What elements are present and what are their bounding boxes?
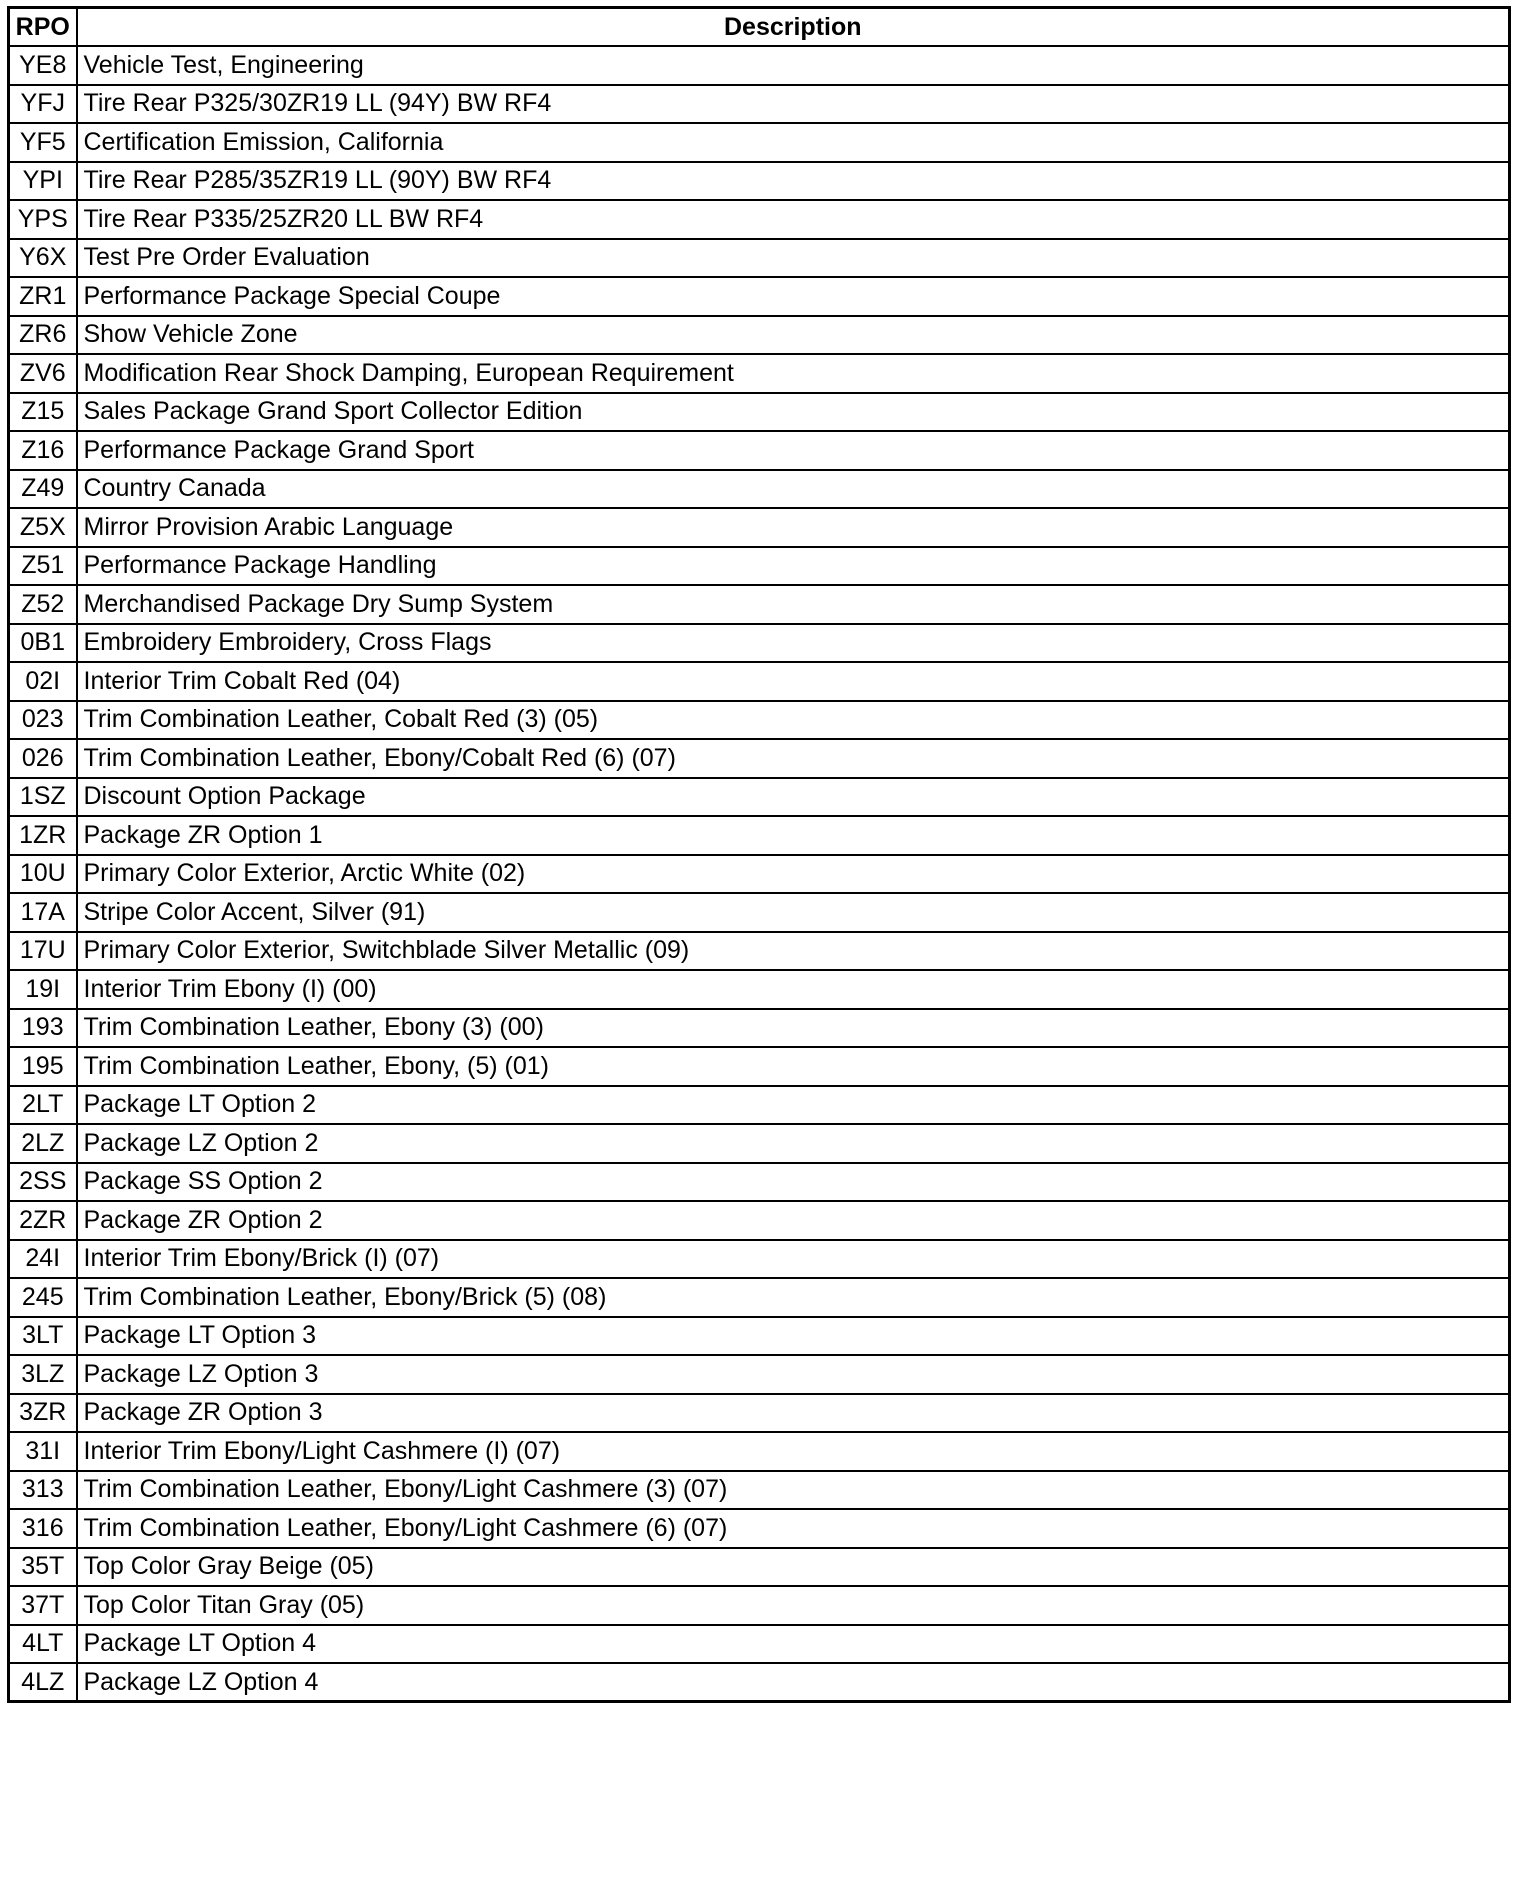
table-row: [9, 239, 1510, 278]
description-cell: Test Pre Order Evaluation: [77, 239, 1510, 278]
description-cell: Trim Combination Leather, Ebony (3) (00): [77, 1009, 1510, 1048]
rpo-code-cell: Z5X: [9, 508, 77, 547]
rpo-code-cell: 023: [9, 701, 77, 740]
table-row: [9, 277, 1510, 316]
rpo-code-cell: Z49: [9, 470, 77, 509]
description-cell: Discount Option Package: [77, 778, 1510, 817]
description-cell: Package ZR Option 3: [77, 1394, 1510, 1433]
table-row: [9, 739, 1510, 778]
rpo-code-cell: ZR6: [9, 316, 77, 355]
description-cell: Package ZR Option 2: [77, 1201, 1510, 1240]
rpo-code-cell: 3ZR: [9, 1394, 77, 1433]
rpo-code-cell: Z52: [9, 585, 77, 624]
table-row: [9, 354, 1510, 393]
rpo-code-cell: 316: [9, 1509, 77, 1548]
description-cell: Tire Rear P335/25ZR20 LL BW RF4: [77, 200, 1510, 239]
column-header-description: Description: [77, 8, 1510, 47]
table-row: [9, 1009, 1510, 1048]
table-row: [9, 816, 1510, 855]
description-cell: Performance Package Special Coupe: [77, 277, 1510, 316]
description-cell: Package SS Option 2: [77, 1163, 1510, 1202]
description-cell: Modification Rear Shock Damping, European Requirement: [77, 354, 1510, 393]
rpo-code-cell: YPS: [9, 200, 77, 239]
table-row: [9, 1663, 1510, 1702]
table-row: [9, 470, 1510, 509]
table-row: [9, 162, 1510, 201]
table-body: [9, 46, 1510, 1702]
table-row: [9, 1317, 1510, 1356]
rpo-code-cell: 2LZ: [9, 1124, 77, 1163]
description-cell: Country Canada: [77, 470, 1510, 509]
rpo-code-cell: 2SS: [9, 1163, 77, 1202]
rpo-code-cell: 2LT: [9, 1086, 77, 1125]
description-cell: Trim Combination Leather, Ebony, (5) (01): [77, 1047, 1510, 1086]
rpo-code-cell: 4LT: [9, 1625, 77, 1664]
rpo-code-cell: Z15: [9, 393, 77, 432]
table-row: [9, 508, 1510, 547]
table-header: [9, 8, 1510, 47]
table-row: [9, 547, 1510, 586]
column-header-rpo: RPO: [9, 8, 77, 47]
description-cell: Embroidery Embroidery, Cross Flags: [77, 624, 1510, 663]
description-cell: Top Color Gray Beige (05): [77, 1548, 1510, 1587]
description-cell: Package LZ Option 2: [77, 1124, 1510, 1163]
table-row: [9, 1163, 1510, 1202]
table-row: [9, 893, 1510, 932]
header-row: [9, 8, 1510, 47]
table-row: [9, 1625, 1510, 1664]
description-cell: Package LZ Option 3: [77, 1355, 1510, 1394]
rpo-code-cell: Y6X: [9, 239, 77, 278]
rpo-code-cell: 17A: [9, 893, 77, 932]
table-row: [9, 855, 1510, 894]
description-cell: Primary Color Exterior, Switchblade Silver Metallic (09): [77, 932, 1510, 971]
table-row: [9, 1355, 1510, 1394]
rpo-code-cell: 4LZ: [9, 1663, 77, 1702]
rpo-code-cell: 026: [9, 739, 77, 778]
rpo-code-cell: ZR1: [9, 277, 77, 316]
table-row: [9, 123, 1510, 162]
description-cell: Package LT Option 4: [77, 1625, 1510, 1664]
table-row: [9, 662, 1510, 701]
table-row: [9, 1201, 1510, 1240]
table-row: [9, 701, 1510, 740]
table-row: [9, 46, 1510, 85]
rpo-code-cell: 31I: [9, 1432, 77, 1471]
table-row: [9, 85, 1510, 124]
table-row: [9, 1509, 1510, 1548]
description-cell: Interior Trim Ebony/Brick (I) (07): [77, 1240, 1510, 1279]
rpo-code-cell: 245: [9, 1278, 77, 1317]
description-cell: Tire Rear P325/30ZR19 LL (94Y) BW RF4: [77, 85, 1510, 124]
rpo-code-cell: 193: [9, 1009, 77, 1048]
description-cell: Trim Combination Leather, Ebony/Light Cashmere (3) (07): [77, 1471, 1510, 1510]
rpo-code-cell: 0B1: [9, 624, 77, 663]
description-cell: Merchandised Package Dry Sump System: [77, 585, 1510, 624]
description-cell: Performance Package Grand Sport: [77, 431, 1510, 470]
rpo-code-cell: 19I: [9, 970, 77, 1009]
table-row: [9, 1432, 1510, 1471]
table-row: [9, 200, 1510, 239]
description-cell: Interior Trim Ebony (I) (00): [77, 970, 1510, 1009]
description-cell: Package LZ Option 4: [77, 1663, 1510, 1702]
rpo-code-cell: 37T: [9, 1586, 77, 1625]
description-cell: Show Vehicle Zone: [77, 316, 1510, 355]
table-row: [9, 431, 1510, 470]
rpo-code-cell: 35T: [9, 1548, 77, 1587]
table-row: [9, 1124, 1510, 1163]
table-row: [9, 1394, 1510, 1433]
rpo-code-cell: 3LT: [9, 1317, 77, 1356]
description-cell: Tire Rear P285/35ZR19 LL (90Y) BW RF4: [77, 162, 1510, 201]
description-cell: Certification Emission, California: [77, 123, 1510, 162]
rpo-code-cell: 195: [9, 1047, 77, 1086]
table-row: [9, 393, 1510, 432]
table-row: [9, 1240, 1510, 1279]
description-cell: Package ZR Option 1: [77, 816, 1510, 855]
table-row: [9, 932, 1510, 971]
description-cell: Sales Package Grand Sport Collector Edition: [77, 393, 1510, 432]
table-row: [9, 1586, 1510, 1625]
rpo-code-cell: ZV6: [9, 354, 77, 393]
description-cell: Package LT Option 3: [77, 1317, 1510, 1356]
table-row: [9, 624, 1510, 663]
rpo-code-cell: 02I: [9, 662, 77, 701]
rpo-code-cell: 17U: [9, 932, 77, 971]
table-row: [9, 1548, 1510, 1587]
description-cell: Vehicle Test, Engineering: [77, 46, 1510, 85]
description-cell: Trim Combination Leather, Ebony/Brick (5) (08): [77, 1278, 1510, 1317]
description-cell: Trim Combination Leather, Ebony/Light Cashmere (6) (07): [77, 1509, 1510, 1548]
table-row: [9, 1047, 1510, 1086]
rpo-code-cell: 313: [9, 1471, 77, 1510]
description-cell: Stripe Color Accent, Silver (91): [77, 893, 1510, 932]
description-cell: Package LT Option 2: [77, 1086, 1510, 1125]
rpo-code-cell: 2ZR: [9, 1201, 77, 1240]
rpo-code-cell: 3LZ: [9, 1355, 77, 1394]
table-row: [9, 970, 1510, 1009]
table-row: [9, 585, 1510, 624]
description-cell: Top Color Titan Gray (05): [77, 1586, 1510, 1625]
rpo-code-cell: YF5: [9, 123, 77, 162]
rpo-code-cell: Z51: [9, 547, 77, 586]
description-cell: Interior Trim Ebony/Light Cashmere (I) (07): [77, 1432, 1510, 1471]
rpo-code-cell: YFJ: [9, 85, 77, 124]
description-cell: Primary Color Exterior, Arctic White (02): [77, 855, 1510, 894]
rpo-code-cell: 1ZR: [9, 816, 77, 855]
rpo-code-cell: Z16: [9, 431, 77, 470]
description-cell: Performance Package Handling: [77, 547, 1510, 586]
description-cell: Trim Combination Leather, Cobalt Red (3) (05): [77, 701, 1510, 740]
table-row: [9, 1471, 1510, 1510]
rpo-code-cell: YPI: [9, 162, 77, 201]
rpo-code-cell: 24I: [9, 1240, 77, 1279]
table-row: [9, 316, 1510, 355]
table-row: [9, 1278, 1510, 1317]
rpo-code-cell: 10U: [9, 855, 77, 894]
table-row: [9, 778, 1510, 817]
description-cell: Trim Combination Leather, Ebony/Cobalt Red (6) (07): [77, 739, 1510, 778]
description-cell: Mirror Provision Arabic Language: [77, 508, 1510, 547]
description-cell: Interior Trim Cobalt Red (04): [77, 662, 1510, 701]
rpo-table: [7, 6, 1511, 1703]
table-row: [9, 1086, 1510, 1125]
rpo-code-cell: YE8: [9, 46, 77, 85]
rpo-code-cell: 1SZ: [9, 778, 77, 817]
